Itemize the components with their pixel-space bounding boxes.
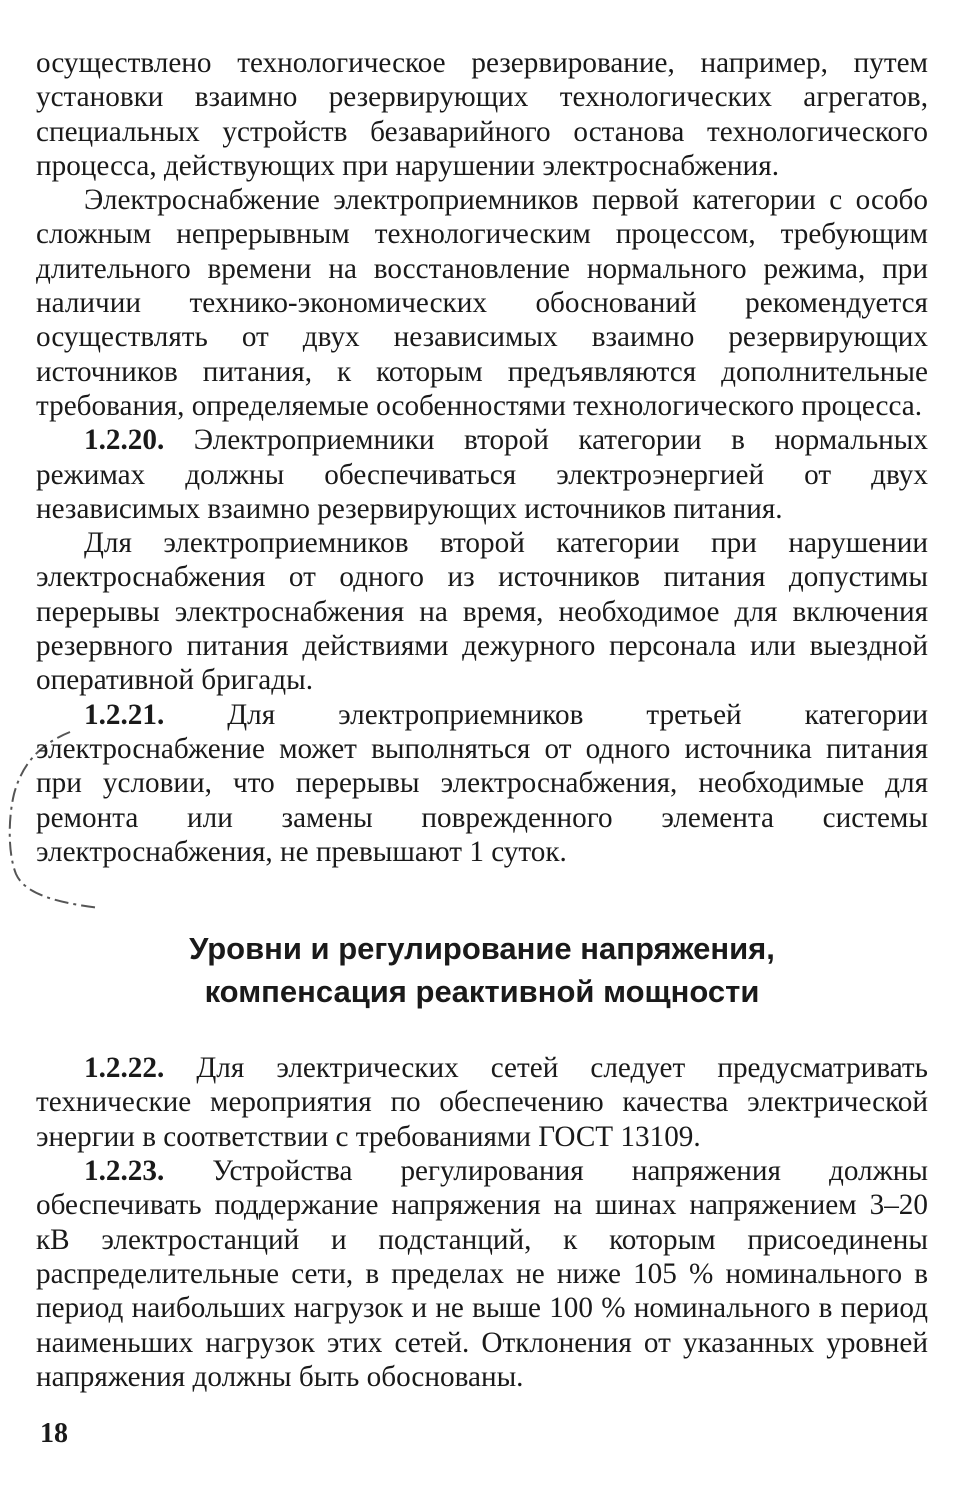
page-number: 18 bbox=[40, 1418, 68, 1449]
paragraph-first-category: Электроснабжение электроприемников первой категории с особо сложным непрерывным технологическим процессом, требующим длительного времени на восстановление нормального режима, при наличии технико-экономических обоснований рекомендуется осуществлять от двух независимых взаимно резервирующих источников питания, к которым предъявляются дополнительные требования, определяемые особенностями технологического процесса. bbox=[36, 184, 928, 422]
clause-text: Устройства регулирования напряжения должны обеспечивать поддержание напряжения на шинах напряжением 3–20 кВ электростанций и подстанций, к которым присоединены распределительные сети, в пределах не ниже 105 % номинального в период наибольших нагрузок и не выше 100 % номинального в период наименьших нагрузок этих сетей. Отклонения от указанных уровней напряжения должны быть обоснованы. bbox=[36, 1155, 928, 1393]
clause-number: 1.2.21. bbox=[84, 698, 165, 731]
clause-number: 1.2.22. bbox=[84, 1052, 165, 1085]
clause-text: Для электрических сетей следует предусматривать технические мероприятия по обеспечению качества электрической энергии в соответствии с требованиями ГОСТ 13109. bbox=[36, 1052, 928, 1153]
paragraph-second-category: Для электроприемников второй категории при нарушении электроснабжения от одного из источников питания допустимы перерывы электроснабжения на время, необходимое для включения резервного питания действиями дежурного персонала или выездной оперативной бригады. bbox=[36, 527, 928, 697]
clause-1-2-22 bbox=[36, 1051, 928, 1154]
clause-text: Для электроприемников третьей категории электроснабжение может выполняться от одного источника питания при условии, что перерывы электроснабжения, необходимые для ремонта или замены поврежденного элемента системы электроснабжения, не превышают 1 суток. bbox=[36, 698, 928, 868]
section-heading-line-1: Уровни и регулирование напряжения, bbox=[189, 931, 775, 967]
clause-1-2-20 bbox=[36, 423, 928, 526]
clause-number: 1.2.23. bbox=[84, 1155, 165, 1188]
clause-number: 1.2.20. bbox=[84, 424, 165, 457]
section-heading-line-2: компенсация реактивной мощности bbox=[204, 974, 760, 1010]
clause-text: Электроприемники второй категории в нормальных режимах должны обеспечиваться электроэнергией от двух независимых взаимно резервирующих источников питания. bbox=[36, 424, 928, 525]
paragraph-continuation: осуществлено технологическое резервирование, например, путем установки взаимно резервирующих технологических агрегатов, специальных устройств безаварийного останова технологического процесса, действующих при нарушении электроснабжения. bbox=[36, 47, 928, 182]
page-body bbox=[36, 46, 928, 1394]
clause-1-2-23 bbox=[36, 1154, 928, 1394]
clause-1-2-21 bbox=[36, 698, 928, 869]
section-heading bbox=[36, 927, 928, 1013]
